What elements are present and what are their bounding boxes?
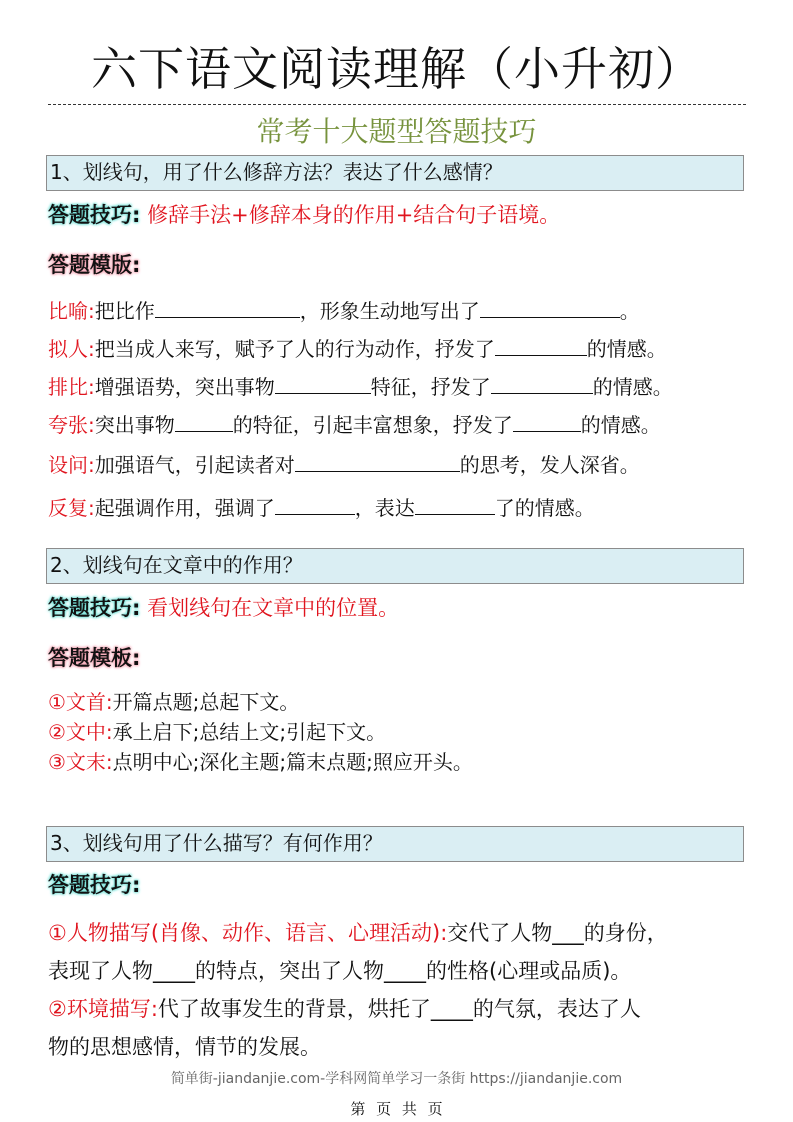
template-heading-2 (48, 642, 140, 674)
item-text: 起强调作用，强调了 (94, 496, 275, 520)
item-label: 反复: (48, 496, 95, 520)
dashed-divider (48, 104, 746, 105)
item-label: ①人物描写(肖像、动作、语言、心理活动): (48, 921, 448, 945)
answer-tip-3 (48, 869, 140, 901)
fill-blank (495, 335, 587, 356)
template-label: 答题模版: (48, 253, 141, 277)
template-label: 答题模板: (48, 646, 141, 670)
question-box-3: 3、划线句用了什么描写？有何作用？ (46, 826, 744, 862)
fill-blank (295, 451, 460, 472)
item-text: 开篇点题;总起下文。 (112, 690, 300, 714)
answer-tip-2 (48, 592, 399, 624)
template-heading-1 (48, 249, 140, 281)
item-label: ②环境描写: (48, 997, 158, 1021)
tip-label: 答题技巧: (48, 203, 141, 227)
item-text: 。 (619, 299, 640, 323)
item-label: 拟人: (48, 337, 95, 361)
rhetoric-rhetorical-question (48, 448, 640, 482)
item-label: ②文中: (48, 720, 113, 744)
fill-blank (415, 486, 495, 515)
footer-source: 简单街-jiandanjie.com-学科网简单学习一条街 https://jiandanjie.com (170, 1071, 623, 1087)
tip-label: 答题技巧: (48, 873, 141, 897)
item-text: 承上启下;总结上文;引起下文。 (112, 720, 387, 744)
rhetoric-metaphor (48, 294, 640, 328)
item-label: 夸张: (48, 413, 95, 437)
rhetoric-repetition (48, 480, 595, 525)
answer-tip-1 (48, 199, 560, 231)
fill-blank (275, 373, 371, 394)
item-text: 把比作 (94, 299, 155, 323)
item-text: 增强语势，突出事物 (94, 375, 275, 399)
description-environment (48, 990, 641, 1066)
item-text: 的思考，发人深省。 (459, 453, 640, 477)
item-label: ①文首: (48, 690, 113, 714)
item-label: ③文末: (48, 750, 113, 774)
item-text: 了的情感。 (494, 496, 595, 520)
item-text: 突出事物 (94, 413, 175, 437)
item-label: 设问: (48, 453, 95, 477)
fill-blank (175, 411, 233, 432)
fill-blank (275, 480, 355, 515)
rhetoric-personification (48, 332, 667, 366)
item-text: 特征，抒发了 (370, 375, 491, 399)
item-text: 交代了人物___的身份， (447, 921, 668, 945)
item-text: 加强语气，引起读者对 (94, 453, 295, 477)
item-text: 的情感。 (586, 337, 667, 361)
position-start (48, 687, 299, 717)
document-title: 六下语文阅读理解（小升初） (91, 42, 702, 96)
position-end (48, 747, 473, 777)
item-text: 物的思想感情，情节的发展。 (48, 1035, 321, 1059)
question-box-2: 2、划线句在文章中的作用？ (46, 548, 744, 584)
question-box-1: 1、划线句，用了什么修辞方法？表达了什么感情？ (46, 155, 744, 191)
rhetoric-parallelism (48, 370, 673, 404)
fill-blank (155, 297, 300, 318)
fill-blank (513, 411, 581, 432)
item-text: 把当成人来写，赋予了人的行为动作，抒发了 (94, 337, 495, 361)
item-label: 比喻: (48, 299, 95, 323)
footer-page-number: 第 页 共 页 (350, 1100, 443, 1118)
rhetoric-hyperbole (48, 408, 661, 442)
item-text: ，表达 (354, 496, 415, 520)
fill-blank (491, 373, 593, 394)
item-text: 点明中心;深化主题;篇末点题;照应开头。 (112, 750, 473, 774)
description-character (48, 914, 668, 990)
item-text: 的特征，引起丰富想象，抒发了 (232, 413, 513, 437)
item-text: 的情感。 (580, 413, 661, 437)
position-middle (48, 717, 386, 747)
item-text: 代了故事发生的背景，烘托了____的气氛，表达了人 (157, 997, 641, 1021)
item-text: ，形象生动地写出了 (299, 299, 480, 323)
fill-blank (480, 297, 620, 318)
tip-text: 修辞手法+修辞本身的作用+结合句子语境。 (147, 203, 561, 227)
tip-label: 答题技巧: (48, 596, 141, 620)
item-label: 排比: (48, 375, 95, 399)
item-text: 表现了人物____的特点，突出了人物____的性格(心理或品质)。 (48, 959, 632, 983)
tip-text: 看划线句在文章中的位置。 (147, 596, 400, 620)
document-subtitle: 常考十大题型答题技巧 (256, 115, 537, 148)
item-text: 的情感。 (592, 375, 673, 399)
